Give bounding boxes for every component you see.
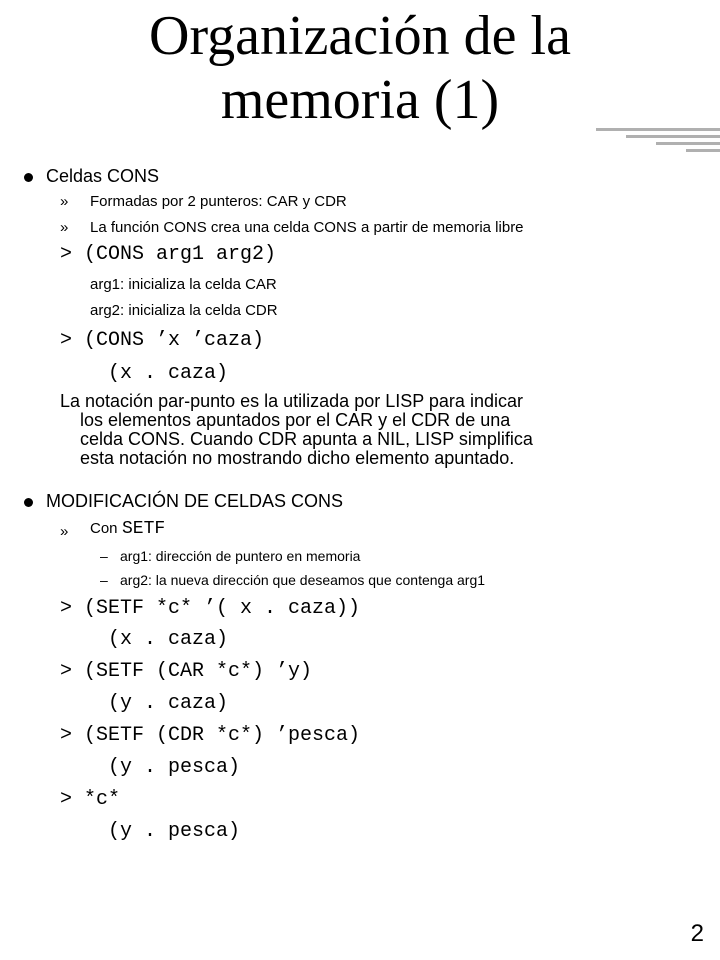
code-line: > *c* bbox=[60, 788, 121, 811]
dash-item-arg2: arg2: la nueva dirección que deseamos que contenga arg1 bbox=[120, 572, 486, 588]
bullet-icon bbox=[24, 173, 33, 182]
sub-item-cons-function: La función CONS crea una celda CONS a partir de memoria libre bbox=[90, 219, 524, 236]
sub-item-pointers: Formadas por 2 punteros: CAR y CDR bbox=[90, 193, 347, 210]
page-number: 2 bbox=[690, 920, 704, 947]
decorative-stripes bbox=[596, 128, 720, 156]
arg-note: arg2: inicializa la celda CDR bbox=[90, 302, 278, 319]
paragraph-line: celda CONS. Cuando CDR apunta a NIL, LISP simplifica bbox=[80, 429, 533, 449]
section-heading-cons: Celdas CONS bbox=[46, 166, 160, 186]
code-line: > (SETF *c* ’( x . caza)) bbox=[60, 597, 361, 620]
sub-marker-icon: » bbox=[60, 523, 69, 540]
arg-note: arg1: inicializa la celda CAR bbox=[90, 276, 277, 293]
dash-marker-icon: – bbox=[100, 548, 108, 564]
code-result: (y . caza) bbox=[108, 692, 229, 715]
code-result: (y . pesca) bbox=[108, 820, 241, 843]
code-line: > (CONS arg1 arg2) bbox=[60, 243, 277, 266]
sub-item-code: SETF bbox=[121, 519, 166, 539]
paragraph-line: esta notación no mostrando dicho elemento apuntado. bbox=[80, 448, 515, 468]
code-line: > (SETF (CDR *c*) ’pesca) bbox=[60, 724, 361, 747]
section-heading-modificacion: MODIFICACIÓN DE CELDAS CONS bbox=[46, 491, 344, 511]
slide-title-line-2: memoria (1) bbox=[220, 69, 500, 131]
code-result: (x . caza) bbox=[108, 628, 229, 651]
sub-item-prefix: Con bbox=[90, 520, 118, 537]
sub-marker-icon: » bbox=[60, 219, 69, 236]
code-line: > (CONS ’x ’caza) bbox=[60, 329, 265, 352]
code-result: (x . caza) bbox=[108, 362, 229, 385]
dash-marker-icon: – bbox=[100, 572, 108, 588]
paragraph-line: los elementos apuntados por el CAR y el CDR de una bbox=[80, 410, 511, 430]
slide-title-line-1: Organización de la bbox=[149, 5, 571, 67]
sub-marker-icon: » bbox=[60, 193, 69, 210]
paragraph-line: La notación par-punto es la utilizada por LISP para indicar bbox=[60, 391, 523, 411]
code-line: > (SETF (CAR *c*) ’y) bbox=[60, 660, 313, 683]
bullet-icon bbox=[24, 498, 33, 507]
dot-notation-paragraph bbox=[60, 392, 710, 468]
sub-item-setf bbox=[90, 519, 165, 539]
dash-item-arg1: arg1: dirección de puntero en memoria bbox=[120, 548, 361, 564]
code-result: (y . pesca) bbox=[108, 756, 241, 779]
